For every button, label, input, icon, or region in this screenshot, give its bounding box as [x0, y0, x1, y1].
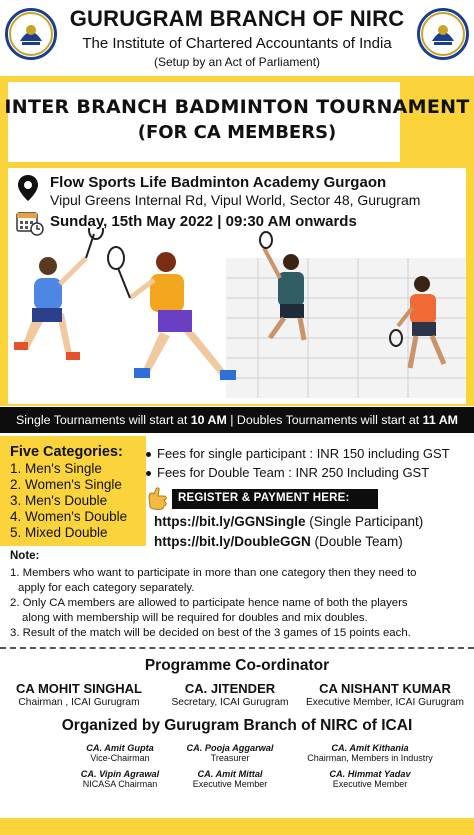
icai-emblem-icon — [417, 8, 469, 60]
venue-address: Vipul Greens Internal Rd, Vipul World, Sector 48, Gurugram — [50, 192, 421, 208]
member-role: Executive Member — [332, 779, 408, 789]
schedule-bar — [0, 407, 474, 433]
fee-single — [146, 446, 450, 461]
member-role: Chairman, Members in Industry — [307, 753, 433, 763]
location-pin-icon — [17, 174, 39, 202]
single-schedule-prefix: Single Tournaments will start at — [16, 413, 191, 427]
coordinator-name: CA MOHIT SINGHAL — [16, 681, 142, 696]
member-role: Vice-Chairman — [90, 753, 150, 763]
doubles-start-time: 11 AM — [422, 413, 458, 427]
note-line: 1. Members who want to participate in more than one category then they need to — [10, 567, 417, 579]
coordinator-role: Executive Member, ICAI Gurugram — [306, 697, 464, 708]
fee-single-text: Fees for single participant : INR 150 including GST — [157, 446, 450, 461]
member-role: Executive Member — [192, 779, 268, 789]
double-registration-line — [154, 534, 403, 549]
event-date-time: Sunday, 15th May 2022 | 09:30 AM onwards — [50, 213, 357, 230]
single-link-note: (Single Participant) — [305, 514, 424, 529]
organizers-title: Organized by Gurugram Branch of NIRC of ICAI — [61, 717, 413, 734]
player-figure — [14, 228, 103, 360]
programme-title: Programme Co-ordinator — [144, 657, 330, 674]
coordinator-name: CA NISHANT KUMAR — [319, 681, 451, 696]
member-name: CA. Himmat Yadav — [329, 769, 411, 779]
member-role: Treasurer — [210, 753, 250, 763]
single-start-time: 10 AM — [190, 413, 227, 427]
notes-heading: Note: — [10, 550, 40, 562]
event-audience: (FOR CA MEMBERS) — [137, 122, 337, 143]
note-line: 3. Result of the match will be decided on best of the 3 games of 15 points each. — [10, 627, 411, 639]
fee-double-text: Fees for Double Team : INR 250 Including GST — [157, 465, 430, 480]
fee-double — [146, 465, 429, 480]
register-label: REGISTER & PAYMENT HERE: — [172, 489, 378, 509]
category-item: 4. Women's Double — [10, 509, 128, 524]
venue-name: Flow Sports Life Badminton Academy Gurgaon — [50, 174, 387, 191]
member-name: CA. Pooja Aggarwal — [186, 743, 274, 753]
coordinator-role: Secretary, ICAI Gurugram — [171, 697, 289, 708]
category-item: 3. Men's Double — [10, 493, 108, 508]
note-line: apply for each category separately. — [18, 582, 195, 594]
category-item: 1. Men's Single — [10, 461, 102, 476]
single-registration-link[interactable]: https://bit.ly/GGNSingle — [154, 514, 306, 529]
branch-title: GURUGRAM BRANCH OF NIRC — [69, 6, 405, 31]
doubles-schedule-prefix: | Doubles Tournaments will start at — [226, 413, 423, 427]
header — [0, 0, 474, 78]
schedule-text — [0, 413, 474, 427]
event-title: INTER BRANCH BADMINTON TOURNAMENT — [4, 96, 470, 118]
note-line: 2. Only CA members are allowed to participate hence name of both the players — [10, 597, 408, 609]
double-link-note: (Double Team) — [310, 534, 403, 549]
coordinator-role: Chairman , ICAI Gurugram — [18, 697, 140, 708]
member-role: NICASA Chairman — [82, 779, 158, 789]
badminton-players-illustration — [8, 228, 466, 404]
single-registration-line — [154, 514, 423, 529]
footer-accent-bar — [0, 818, 474, 835]
member-name: CA. Amit Mittal — [197, 769, 263, 779]
member-name: CA. Vipin Agrawal — [80, 769, 160, 779]
double-registration-link[interactable]: https://bit.ly/DoubleGGN — [154, 534, 311, 549]
category-item: 5. Mixed Double — [10, 525, 108, 540]
pointing-hand-icon — [146, 487, 168, 511]
institute-tagline: (Setup by an Act of Parliament) — [153, 55, 321, 69]
institute-name: The Institute of Chartered Accountants of India — [82, 35, 392, 52]
member-name: CA. Amit Gupta — [86, 743, 154, 753]
category-item: 2. Women's Single — [10, 477, 122, 492]
categories-title: Five Categories: — [10, 444, 123, 460]
member-name: CA. Amit Kithania — [331, 743, 409, 753]
section-divider — [0, 647, 474, 649]
coordinator-name: CA. JITENDER — [184, 681, 276, 696]
player-figure — [108, 247, 236, 380]
note-line: along with membership will be required for doubles and mix doubles. — [22, 612, 368, 624]
